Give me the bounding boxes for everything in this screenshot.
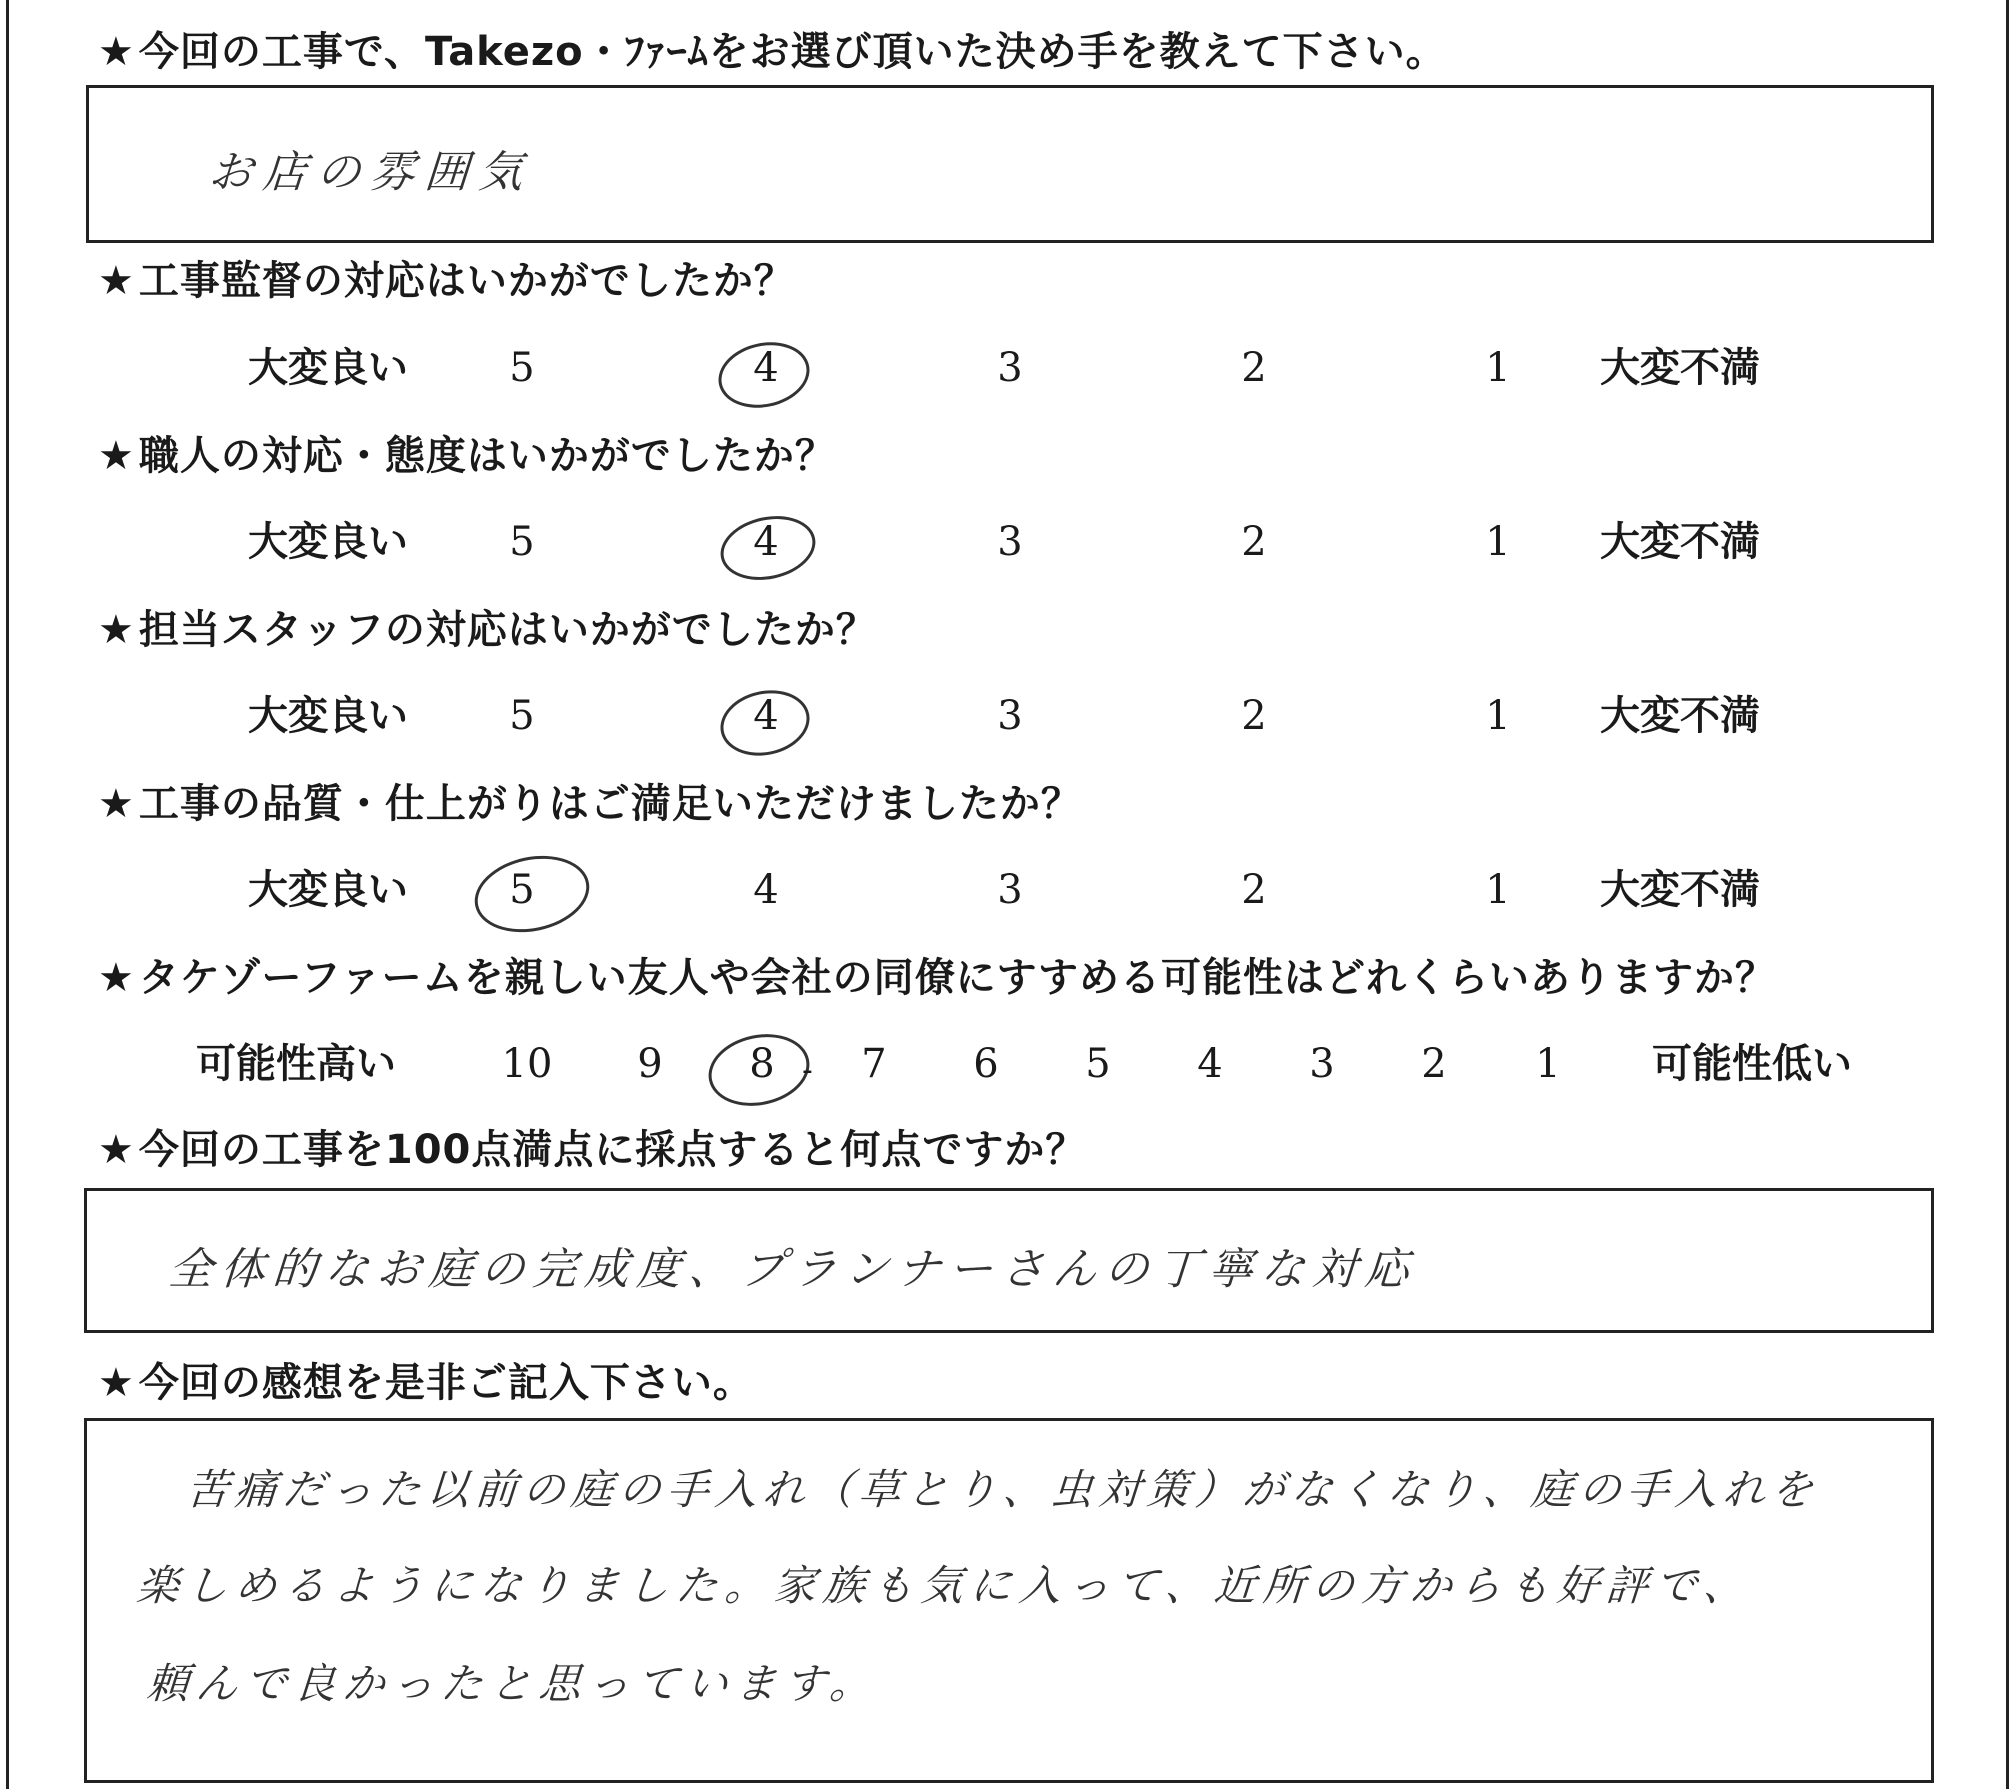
- nps-option-7[interactable]: 7: [861, 1041, 887, 1087]
- question-7-text: 今回の工事を100点満点に採点すると何点ですか？: [138, 1127, 1087, 1173]
- nps-option-3[interactable]: 3: [1309, 1041, 1335, 1087]
- question-5: [98, 778, 1082, 830]
- scale-high-label: 大変良い: [248, 345, 408, 391]
- star-icon: ★: [98, 955, 135, 1001]
- question-5-text: 工事の品質・仕上がりはご満足いただけましたか？: [138, 781, 1082, 827]
- rating-scale-q4[interactable]: [0, 681, 2012, 751]
- star-icon: ★: [98, 781, 135, 827]
- question-6-text: タケゾーファームを親しい友人や会社の同僚にすすめる可能性はどれくらいありますか？: [138, 955, 1777, 1001]
- answer-1-text: お店の雰囲気: [206, 147, 535, 198]
- scale-low-label: 大変不満: [1600, 345, 1760, 391]
- star-icon: ★: [98, 607, 135, 653]
- rating-option-2[interactable]: 2: [1241, 519, 1267, 565]
- rating-option-3[interactable]: 3: [997, 693, 1023, 739]
- star-icon: ★: [98, 258, 135, 304]
- scale-low-label: 大変不満: [1600, 867, 1760, 913]
- star-icon: ★: [98, 29, 135, 75]
- rating-option-3[interactable]: 3: [997, 867, 1023, 913]
- scale-low-label: 大変不満: [1600, 519, 1760, 565]
- nps-option-5[interactable]: 5: [1085, 1041, 1111, 1087]
- rating-scale-q6[interactable]: [0, 1029, 2012, 1099]
- rating-option-2[interactable]: 2: [1241, 867, 1267, 913]
- question-8: [98, 1357, 754, 1409]
- answer-8-line-1: 苦痛だった以前の庭の手入れ（草とり、虫対策）がなくなり、庭の手入れを: [185, 1465, 1821, 1514]
- rating-scale-q2[interactable]: [0, 333, 2012, 403]
- rating-option-1[interactable]: 1: [1485, 345, 1511, 391]
- nps-option-4[interactable]: 4: [1197, 1041, 1223, 1087]
- answer-8-line-2: 楽しめるようになりました。家族も気に入って、近所の方からも好評で、: [135, 1561, 1754, 1610]
- rating-option-4[interactable]: 4: [753, 693, 779, 739]
- rating-scale-q3[interactable]: [0, 507, 2012, 577]
- rating-option-1[interactable]: 1: [1485, 867, 1511, 913]
- rating-option-4[interactable]: 4: [753, 345, 779, 391]
- answer-7-text: 全体的なお庭の完成度、プランナーさんの丁寧な対応: [166, 1244, 1419, 1295]
- nps-option-1[interactable]: 1: [1535, 1041, 1561, 1087]
- answer-8-line-3: 頼んで良かったと思っています。: [145, 1659, 881, 1708]
- question-2-text: 工事監督の対応はいかがでしたか？: [138, 258, 795, 304]
- question-4: [98, 604, 877, 656]
- question-3: [98, 430, 836, 482]
- nps-option-6[interactable]: 6: [973, 1041, 999, 1087]
- star-icon: ★: [98, 1127, 135, 1173]
- rating-option-4[interactable]: 4: [753, 867, 779, 913]
- rating-option-2[interactable]: 2: [1241, 345, 1267, 391]
- scale-low-label: 大変不満: [1600, 693, 1760, 739]
- rating-option-5[interactable]: 5: [509, 519, 535, 565]
- rating-option-4[interactable]: 4: [753, 519, 779, 565]
- rating-option-2[interactable]: 2: [1241, 693, 1267, 739]
- scale-high-label: 大変良い: [248, 693, 408, 739]
- question-8-text: 今回の感想を是非ご記入下さい。: [138, 1360, 754, 1406]
- scale-high-label: 大変良い: [248, 867, 408, 913]
- answer-box-8[interactable]: [84, 1418, 1934, 1783]
- question-2: [98, 255, 795, 307]
- star-icon: ★: [98, 1360, 135, 1406]
- rating-option-1[interactable]: 1: [1485, 693, 1511, 739]
- answer-box-7[interactable]: [84, 1188, 1934, 1333]
- rating-option-3[interactable]: 3: [997, 345, 1023, 391]
- rating-option-5[interactable]: 5: [509, 345, 535, 391]
- nps-option-9[interactable]: 9: [637, 1041, 663, 1087]
- pen-mark: -: [802, 1053, 813, 1088]
- nps-option-10[interactable]: 10: [501, 1041, 553, 1087]
- rating-option-5[interactable]: 5: [509, 867, 535, 913]
- question-6: [98, 952, 1776, 1004]
- scale10-high-label: 可能性高い: [196, 1041, 396, 1087]
- scale-high-label: 大変良い: [248, 519, 408, 565]
- question-1: [98, 26, 1447, 78]
- question-3-text: 職人の対応・態度はいかがでしたか？: [138, 433, 836, 479]
- question-1-text: 今回の工事で、Takezo・ﾌｧｰﾑをお選び頂いた決め手を教えて下さい。: [138, 29, 1447, 75]
- nps-option-2[interactable]: 2: [1421, 1041, 1447, 1087]
- answer-box-1[interactable]: [86, 85, 1934, 243]
- rating-option-3[interactable]: 3: [997, 519, 1023, 565]
- question-7: [98, 1124, 1086, 1176]
- question-4-text: 担当スタッフの対応はいかがでしたか？: [138, 607, 877, 653]
- rating-option-5[interactable]: 5: [509, 693, 535, 739]
- nps-option-8[interactable]: 8: [749, 1041, 775, 1087]
- scale10-low-label: 可能性低い: [1652, 1041, 1852, 1087]
- star-icon: ★: [98, 433, 135, 479]
- rating-scale-q5[interactable]: [0, 855, 2012, 925]
- rating-option-1[interactable]: 1: [1485, 519, 1511, 565]
- selection-circle: [468, 846, 597, 943]
